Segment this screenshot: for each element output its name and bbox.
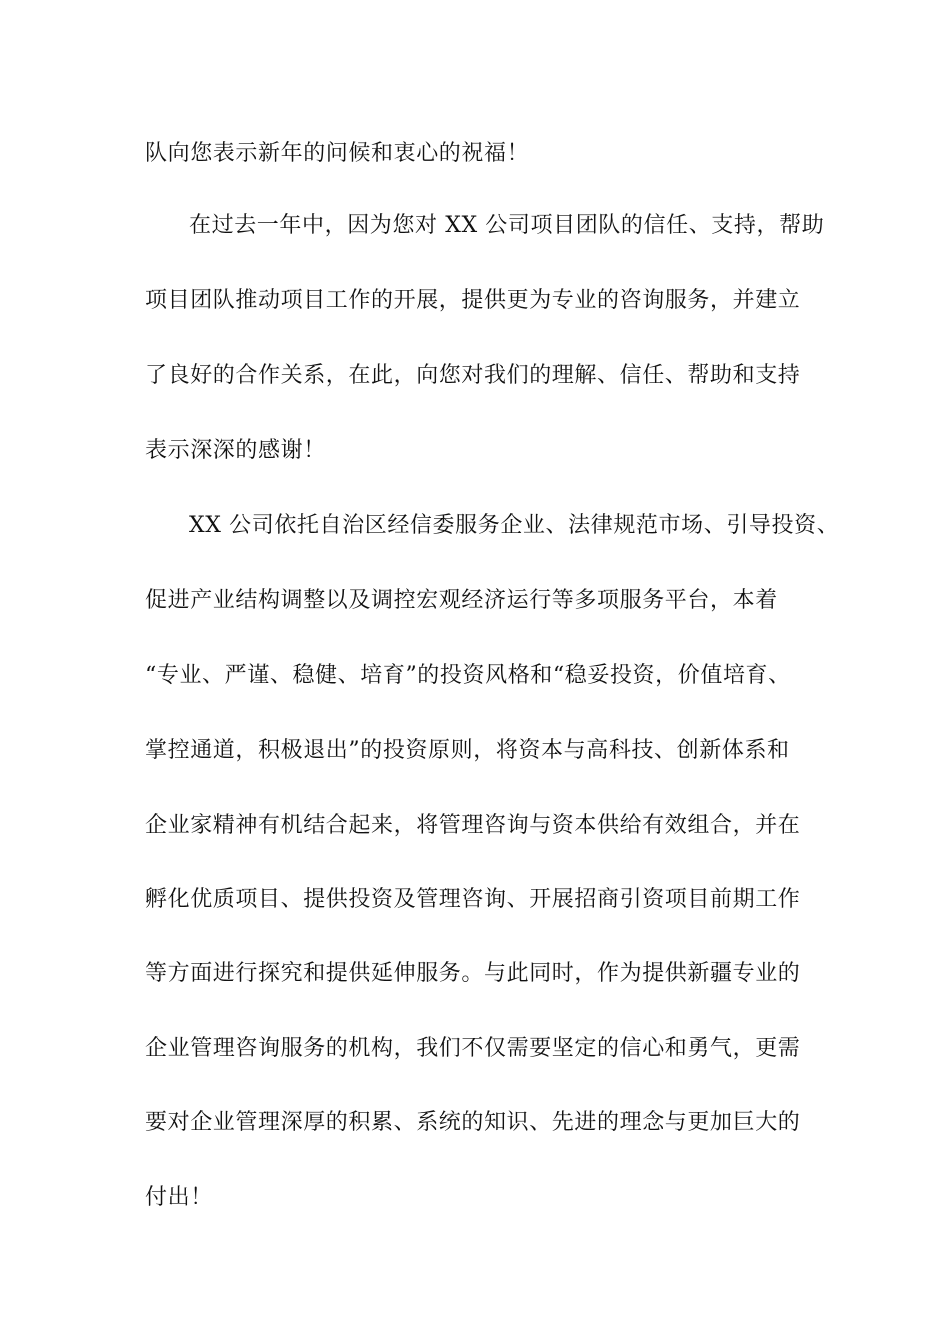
text-line: “专业、严谨、稳健、培育”的投资风格和“稳妥投资，价值培育、	[145, 663, 791, 688]
text-line: 付出！	[145, 1185, 213, 1210]
text-line: 企业管理咨询服务的机构，我们不仅需要坚定的信心和勇气，更需	[145, 1036, 801, 1061]
text-line: 掌控通道，积极退出”的投资原则，将资本与高科技、创新体系和	[145, 738, 790, 763]
text-line: 在过去一年中，因为您对 XX 公司项目团队的信任、支持，帮助	[189, 213, 825, 238]
text-line: XX 公司依托自治区经信委服务企业、法律规范市场、引导投资、	[189, 513, 840, 538]
text-line: 要对企业管理深厚的积累、系统的知识、先进的理念与更加巨大的	[145, 1110, 801, 1135]
text-line: 促进产业结构调整以及调控宏观经济运行等多项服务平台，本着	[145, 588, 778, 613]
text-line: 项目团队推动项目工作的开展，提供更为专业的咨询服务，并建立	[145, 288, 801, 313]
text-line: 企业家精神有机结合起来，将管理咨询与资本供给有效组合，并在	[145, 813, 801, 838]
text-line: 了良好的合作关系，在此，向您对我们的理解、信任、帮助和支持	[145, 363, 801, 388]
text-line: 孵化优质项目、提供投资及管理咨询、开展招商引资项目前期工作	[145, 887, 801, 912]
text-line: 表示深深的感谢！	[145, 438, 326, 463]
text-line: 等方面进行探究和提供延伸服务。与此同时，作为提供新疆专业的	[145, 961, 801, 986]
text-line: 队向您表示新年的问候和衷心的祝福！	[145, 141, 530, 166]
